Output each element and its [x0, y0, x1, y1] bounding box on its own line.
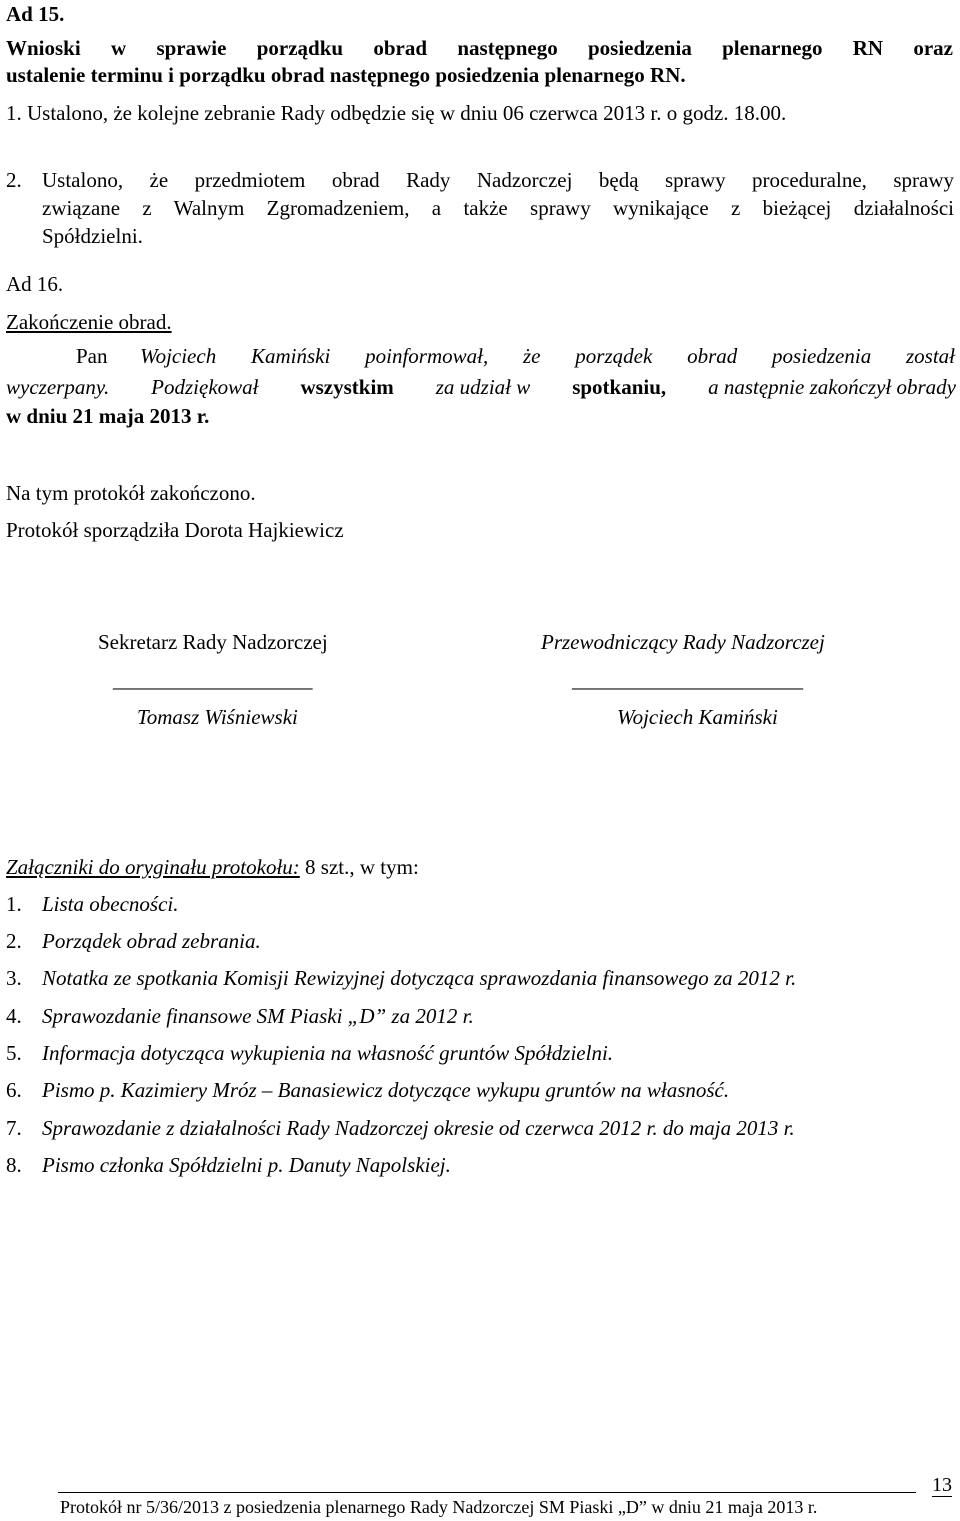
attachment-item-text: Pismo p. Kazimiery Mróz – Banasiewicz dotyczące wykupu gruntów na własność. — [42, 1078, 730, 1102]
section-15-item-2-line-2: związane z Walnym Zgromadzeniem, a także sprawy wynikające z bieżącej działalności — [42, 196, 954, 220]
attachment-item-text: Porządek obrad zebrania. — [42, 929, 261, 953]
signature-left-line: ___________________ — [113, 668, 313, 692]
signature-left-name: Tomasz Wiśniewski — [137, 705, 298, 729]
signature-right-role: Przewodniczący Rady Nadzorczej — [541, 630, 825, 654]
attachment-item — [6, 892, 179, 917]
attachment-item-number: 1. — [6, 892, 22, 916]
section-15-item-2-number: 2. — [6, 168, 22, 192]
attachment-item-number: 8. — [6, 1153, 22, 1177]
attachment-item — [6, 929, 261, 954]
section-16-par-line-3: w dniu 21 maja 2013 r. — [6, 404, 210, 428]
section-15-item-2-line-3: Spółdzielni. — [42, 224, 143, 248]
attachment-item — [6, 1078, 729, 1103]
closing-line-2: Protokół sporządziła Dorota Hajkiewicz — [6, 518, 344, 542]
attachment-item-number: 4. — [6, 1004, 22, 1028]
attachment-item-number: 6. — [6, 1078, 22, 1102]
attachment-item-text: Notatka ze spotkania Komisji Rewizyjnej dotycząca sprawozdania finansowego za 2012 r. — [42, 966, 797, 990]
page-number-value: 13 — [932, 1474, 952, 1496]
attachments-count: 8 szt., w tym: — [299, 855, 419, 879]
attachment-item-text: Pismo członka Spółdzielni p. Danuty Napolskiej. — [42, 1153, 451, 1177]
section-16-title: Zakończenie obrad. — [6, 310, 172, 334]
attachment-item — [6, 1116, 795, 1141]
attachment-item-number: 7. — [6, 1116, 22, 1140]
signature-right-name: Wojciech Kamiński — [617, 705, 778, 729]
closing-line-1: Na tym protokół zakończono. — [6, 481, 256, 505]
par-line-2-spotkaniu: spotkaniu, — [572, 375, 667, 399]
section-15-heading: Ad 15. — [6, 2, 65, 26]
section-16-par-line-2 — [6, 375, 956, 400]
par-line-2-zakonczyl: a następnie zakończył obrady — [708, 375, 956, 399]
par-line-2-wyczerpany: wyczerpany. — [6, 375, 110, 399]
attachments-header — [6, 855, 419, 880]
par-line-2-za-udzial: za udział w — [435, 375, 531, 399]
attachment-item-number: 3. — [6, 966, 22, 990]
attachment-item-text: Sprawozdanie finansowe SM Piaski „D” za 2012 r. — [42, 1004, 474, 1028]
attachment-item — [6, 1153, 451, 1178]
attachment-item — [6, 1004, 474, 1029]
section-15-item-1: 1. Ustalono, że kolejne zebranie Rady odbędzie się w dniu 06 czerwca 2013 r. o godz. 18.00. — [6, 101, 787, 125]
attachment-item-text: Informacja dotycząca wykupienia na własność gruntów Spółdzielni. — [42, 1041, 614, 1065]
signature-right-line: ______________________ — [572, 668, 803, 692]
attachment-item-text: Lista obecności. — [42, 892, 179, 916]
footer-text: Protokół nr 5/36/2013 z posiedzenia plenarnego Rady Nadzorczej SM Piaski „D” w dniu 21 maja 2013 r. — [60, 1497, 818, 1517]
attachment-item-number: 5. — [6, 1041, 22, 1065]
attachment-item — [6, 1041, 613, 1066]
attachment-item — [6, 966, 796, 991]
section-16-heading: Ad 16. — [6, 272, 64, 296]
section-16-par-line-1-rest: Wojciech Kamiński poinformował, że porządek obrad posiedzenia został — [140, 344, 955, 368]
section-15-title-line-1: Wnioski w sprawie porządku obrad następnego posiedzenia plenarnego RN oraz — [6, 36, 953, 60]
section-16-par-line-1-pan: Pan — [76, 344, 108, 368]
section-15-title-line-2: ustalenie terminu i porządku obrad następnego posiedzenia plenarnego RN. — [6, 63, 686, 87]
signature-left-role: Sekretarz Rady Nadzorczej — [98, 630, 328, 654]
section-15-item-2-line-1: Ustalono, że przedmiotem obrad Rady Nadzorczej będą sprawy proceduralne, sprawy — [42, 168, 954, 192]
attachment-item-text: Sprawozdanie z działalności Rady Nadzorczej okresie od czerwca 2012 r. do maja 2013 r. — [42, 1116, 795, 1140]
page-number — [928, 1474, 956, 1497]
par-line-2-podziekowal: Podziękował — [151, 375, 259, 399]
footer-rule — [58, 1492, 916, 1493]
attachment-item-number: 2. — [6, 929, 22, 953]
par-line-2-wszystkim: wszystkim — [300, 375, 394, 399]
attachments-label: Załączniki do oryginału protokołu: — [6, 855, 300, 879]
